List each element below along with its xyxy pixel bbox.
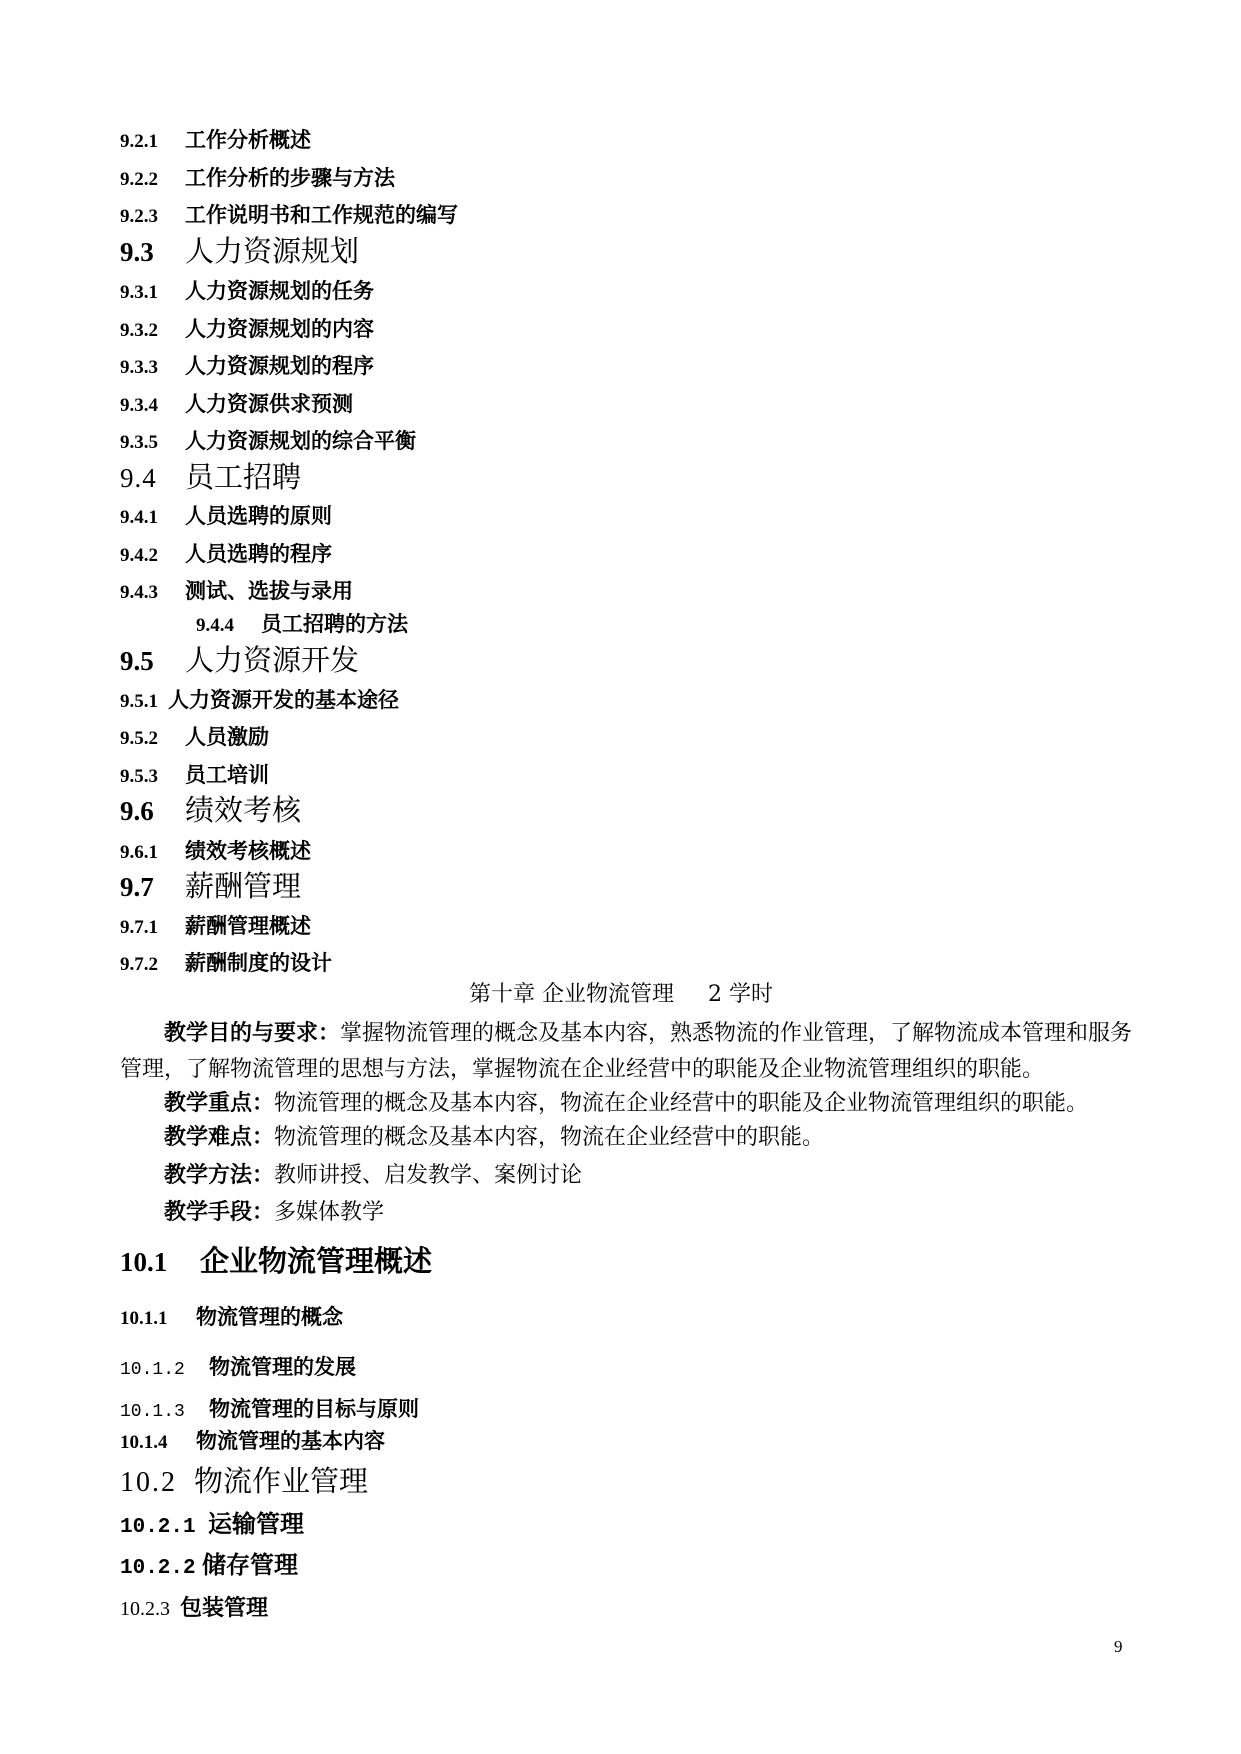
teaching-means-text: 多媒体教学 xyxy=(274,1200,385,1225)
section-heading-9-6 xyxy=(120,794,301,827)
teaching-difficulties xyxy=(164,1124,824,1151)
outline-item-9-2-3 xyxy=(120,203,458,229)
section-number: 9.3.4 xyxy=(120,395,158,416)
section-number: 9.3 xyxy=(120,237,154,267)
outline-item-9-3-4 xyxy=(120,392,353,418)
outline-item-9-7-1 xyxy=(120,914,311,940)
section-title: 储存管理 xyxy=(202,1550,298,1579)
section-number: 9.4.3 xyxy=(120,582,158,603)
section-title: 人力资源规划的内容 xyxy=(185,316,374,341)
outline-item-9-7-2 xyxy=(120,951,332,977)
section-number: 9.2.2 xyxy=(120,169,158,190)
section-title: 人力资源开发 xyxy=(185,643,360,677)
outline-item-9-3-1 xyxy=(120,279,374,305)
outline-item-9-3-3 xyxy=(120,354,374,380)
section-title: 人力资源规划 xyxy=(185,234,360,268)
section-number: 10.1.4 xyxy=(120,1432,168,1453)
teaching-key-points xyxy=(164,1090,1088,1117)
section-number: 10.1 xyxy=(120,1247,168,1277)
teaching-objectives xyxy=(164,1020,1132,1047)
section-number: 9.5 xyxy=(120,646,154,676)
section-title: 人力资源规划的程序 xyxy=(185,353,374,378)
outline-item-9-5-2 xyxy=(120,725,269,751)
outline-item-9-3-2 xyxy=(120,317,374,343)
section-title: 人力资源规划的综合平衡 xyxy=(185,428,416,453)
outline-item-9-4-2 xyxy=(120,542,332,568)
section-title: 测试、选拔与录用 xyxy=(185,578,353,603)
section-number: 10.2.1 xyxy=(120,1516,196,1539)
teaching-methods-label: 教学方法： xyxy=(164,1162,275,1188)
chapter-title: 第十章 企业物流管理 xyxy=(469,982,674,1007)
section-number: 9.7 xyxy=(120,872,154,902)
outline-item-9-5-3 xyxy=(120,763,269,789)
section-title: 物流管理的目标与原则 xyxy=(209,1396,419,1421)
section-number: 10.1.1 xyxy=(120,1308,168,1329)
outline-item-10-1-1 xyxy=(120,1305,343,1331)
section-title: 员工招聘的方法 xyxy=(261,611,408,636)
section-title: 绩效考核 xyxy=(185,793,302,827)
teaching-methods-text: 教师讲授、启发教学、案例讨论 xyxy=(274,1163,583,1188)
outline-item-10-1-2 xyxy=(120,1355,356,1382)
section-number: 9.5.2 xyxy=(120,728,158,749)
section-number: 9.3.5 xyxy=(120,432,158,453)
section-title: 薪酬制度的设计 xyxy=(185,950,332,975)
teaching-means xyxy=(164,1199,384,1226)
section-title: 物流作业管理 xyxy=(194,1464,369,1498)
section-number: 9.2.3 xyxy=(120,206,158,227)
section-heading-10-1 xyxy=(120,1245,432,1278)
section-title: 人力资源规划的任务 xyxy=(185,278,374,303)
section-number: 9.2.1 xyxy=(120,131,158,152)
section-number: 9.4.2 xyxy=(120,545,158,566)
section-number: 10.1.2 xyxy=(120,1360,185,1380)
section-title: 人员选聘的原则 xyxy=(185,503,332,528)
outline-item-10-2-2 xyxy=(120,1551,298,1583)
outline-item-9-4-1 xyxy=(120,504,332,530)
outline-item-10-2-3 xyxy=(120,1596,268,1621)
outline-item-10-2-1 xyxy=(120,1510,304,1542)
section-number: 9.5.3 xyxy=(120,766,158,787)
section-title: 物流管理的发展 xyxy=(209,1354,356,1379)
section-title: 工作说明书和工作规范的编写 xyxy=(185,202,458,227)
teaching-key-points-label: 教学重点： xyxy=(164,1090,275,1116)
section-title: 员工培训 xyxy=(185,762,269,787)
section-title: 薪酬管理 xyxy=(185,869,302,903)
teaching-methods xyxy=(164,1162,582,1189)
section-number: 9.4.1 xyxy=(120,507,158,528)
outline-item-9-2-2 xyxy=(120,166,395,192)
section-number: 9.3.1 xyxy=(120,282,158,303)
section-heading-10-2 xyxy=(120,1465,368,1499)
section-number: 10.2 xyxy=(120,1467,177,1498)
section-title: 运输管理 xyxy=(208,1509,304,1538)
outline-item-10-1-4 xyxy=(120,1429,385,1455)
outline-item-9-4-4 xyxy=(196,612,408,638)
page-number: 9 xyxy=(1114,1637,1123,1656)
section-number: 9.6.1 xyxy=(120,842,158,863)
section-number: 10.2.3 xyxy=(120,1598,170,1620)
section-number: 9.3.3 xyxy=(120,357,158,378)
teaching-key-points-text: 物流管理的概念及基本内容，物流在企业经营中的职能及企业物流管理组织的职能。 xyxy=(274,1091,1089,1116)
section-number: 9.6 xyxy=(120,796,154,826)
section-heading-9-5 xyxy=(120,644,359,677)
teaching-means-label: 教学手段： xyxy=(164,1199,275,1225)
section-number: 9.3.2 xyxy=(120,320,158,341)
outline-item-9-4-3 xyxy=(120,579,353,605)
section-title: 人员激励 xyxy=(185,724,269,749)
section-heading-9-4 xyxy=(120,461,301,494)
section-title: 人员选聘的程序 xyxy=(185,541,332,566)
outline-item-9-5-1 xyxy=(120,688,399,714)
outline-item-10-1-3 xyxy=(120,1397,419,1424)
chapter-hours: 2 学时 xyxy=(708,982,773,1007)
teaching-objectives-label: 教学目的与要求： xyxy=(164,1020,341,1046)
teaching-difficulties-label: 教学难点： xyxy=(164,1124,275,1150)
teaching-objectives-continued: 管理，了解物流管理的思想与方法，掌握物流在企业经营中的职能及企业物流管理组织的职能。 xyxy=(120,1057,1045,1082)
section-title: 员工招聘 xyxy=(185,460,302,494)
section-heading-9-7 xyxy=(120,870,301,903)
section-title: 绩效考核概述 xyxy=(185,838,311,863)
section-title: 工作分析的步骤与方法 xyxy=(185,165,395,190)
section-title: 物流管理的概念 xyxy=(196,1304,343,1329)
section-number: 9.4.4 xyxy=(196,615,234,636)
outline-item-9-2-1 xyxy=(120,128,311,154)
outline-item-9-6-1 xyxy=(120,839,311,865)
section-number: 9.5.1 xyxy=(120,691,158,712)
section-title: 工作分析概述 xyxy=(185,127,311,152)
section-number: 9.4 xyxy=(120,463,157,493)
section-title: 企业物流管理概述 xyxy=(200,1244,433,1278)
teaching-objectives-text: 掌握物流管理的概念及基本内容，熟悉物流的作业管理，了解物流成本管理和服务 xyxy=(340,1021,1133,1046)
section-title: 包装管理 xyxy=(180,1595,269,1621)
section-title: 物流管理的基本内容 xyxy=(196,1428,385,1453)
section-title: 人力资源供求预测 xyxy=(185,391,353,416)
section-title: 薪酬管理概述 xyxy=(185,913,311,938)
section-number: 9.7.1 xyxy=(120,917,158,938)
outline-item-9-3-5 xyxy=(120,429,416,455)
section-number: 10.2.2 xyxy=(120,1557,196,1580)
section-heading-9-3 xyxy=(120,235,359,268)
teaching-difficulties-text: 物流管理的概念及基本内容，物流在企业经营中的职能。 xyxy=(274,1125,825,1150)
section-number: 9.7.2 xyxy=(120,954,158,975)
section-number: 10.1.3 xyxy=(120,1402,185,1422)
section-title: 人力资源开发的基本途径 xyxy=(168,687,399,712)
